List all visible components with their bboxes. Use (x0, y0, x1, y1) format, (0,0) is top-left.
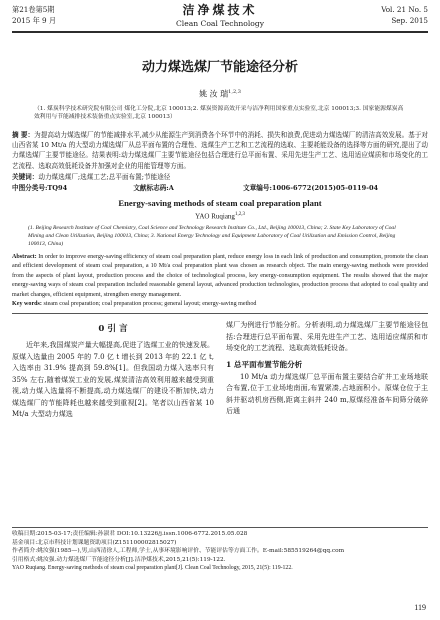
citation-en: YAO Ruqiang. Energy-saving methods of steam coal preparation plant[J]. Clean Coal Technology, 2015, 21(5): 119-122. (12, 565, 293, 571)
author-name-en: YAO Ruqiang (195, 212, 235, 221)
article-body (12, 38, 428, 421)
abstract-en (12, 253, 428, 300)
footnotes (12, 527, 428, 573)
keywords-en (12, 300, 428, 309)
header-right (381, 4, 428, 26)
article-number: 文章编号:1006-6772(2015)05-0119-04 (243, 184, 379, 193)
abstract-text-en: In order to improve energy-saving efficiency of steam coal preparation plant, reduce energy loss in each link of production and consumption, promote the clean and efficient development of steam coal preparation, a 10 Mt/a coal preparation plant was chosen as research object. The main energy-saving methods were provided from the aspects of plant layout, production process and the choice of technological process, key energy-consumption equipment. The results showed that the major energy-saving ways of steam coal preparation included reasonable general layout, advanced production technologies, production process that adopted to coal quality and market changes, efficient equipment, strengthen energy management. (12, 253, 428, 298)
journal-header (12, 0, 428, 33)
document-code: 文献标志码:A (133, 184, 174, 193)
abstract-label-en: Abstract: (12, 253, 37, 260)
author-line-en (12, 209, 428, 222)
affiliation-cn: （1. 煤炭科学技术研究院有限公司 煤化工分院,北京 100013;2. 煤炭资源高效开采与洁净利用国家重点实验室,北京 100013;3. 国家能源煤炭高效利用与节能减排技术装备重点实验室,北京 100013） (34, 105, 404, 120)
section-heading-introduction: 0 引 言 (98, 324, 128, 335)
received-date: 收稿日期:2015-03-17;责任编辑:孙淑君 DOI:10.13226/j.issn.1006-6772.2015.05.028 (12, 531, 248, 537)
citation-cn: 引用格式:姚汝强.动力煤选煤厂节能途径分析[J].洁净煤技术,2015,21(5):119-122. (12, 556, 226, 563)
abstract-label-cn: 摘 要： (12, 131, 35, 140)
date-en: Sep. 2015 (391, 16, 428, 25)
classification-ids (12, 183, 428, 193)
journal-name-en: Clean Coal Technology (175, 19, 265, 28)
volume-en: Vol. 21 No. 5 (381, 5, 428, 14)
volume-cn: 第21卷第5期 (12, 5, 55, 14)
keywords-label-cn: 关键词： (12, 172, 39, 181)
keywords-text-cn: 动力煤选煤厂;选煤工艺;总平面布置;节能途径 (38, 172, 171, 181)
header-center (12, 3, 428, 29)
author-bio: 作者简介:姚汝强(1985—),男,山西清徐人,工程师,学士,从事环境影响评价、节能评估等方面工作。E-mail:585519264@qq.com (12, 548, 345, 554)
section-heading-layout: 1 总平面布置节能分析 (226, 359, 303, 369)
page-number: 119 (414, 603, 426, 612)
abstract-cn (12, 130, 428, 171)
author-affiliation-marks-en: 1,2,3 (234, 212, 245, 218)
continued-paragraph: 煤厂为例进行节能分析。分析表明,动力煤选煤厂主要节能途径包括:合理进行总平面布置、采用先进生产工艺、选用适应煤质和市场变化的工艺流程、选取高效低耗设备。 (226, 321, 428, 353)
author-line-cn (12, 86, 428, 101)
fund-info: 基金项目:北京市科技计划课题资助项目(Z151100002815027) (12, 539, 177, 546)
author-affiliation-marks-cn: 1,2,3 (228, 89, 241, 95)
abstract-text-cn: 为提高动力煤选煤厂的节能减排水平,减少从能源生产到消费各个环节中的消耗、损失和浪费,促进动力煤选煤厂的清洁高效发展。基于对山西省某 10 Mt/a 的大型动力煤选煤厂从总平面布置的合理性、选煤生产工艺和工艺流程的选取、主要耗能设备的选择等方面的研究,提出了动力煤选煤厂主要节能途径。结果表明:动力煤选煤厂主要节能途径包括合理进行总平面布置、采用先进生产工艺、选用适应煤质和市场变化的工艺流程、选取高效低耗设备并加强对企业的用能管理等方面。 (12, 131, 428, 170)
affiliation-en: (1. Beijing Research Institute of Coal Chemistry, Coal Science and Technology Research Institute Co., Ltd., Beijing 100013, China; 2. State Key Laboratory of Coal Mining and Clean Utilization, Beijing 100013, China; 3. National Energy Technology and Equipment Laboratory of Coal Utilization and Emission Control, Beijing 100013, China) (28, 224, 396, 247)
intro-paragraph: 近年来,我国煤炭产量大幅提高,促进了选煤工业的快速发展。原煤入选量由 2005 年的 7.0 亿 t 增长到 2013 年的 22.1 亿 t,入选率由 31.9% 提高到 59.8%[1]。但我国动力煤入选率只有 35% 左右,随着煤炭工业的发展,煤炭清洁高效利用越来越受到重视,动力煤入选量将不断提高,动力煤选煤厂的建设不断加快,动力煤选煤厂的节能降耗也越来越受到重视[2]。笔者以山西省某 10 Mt/a 大型动力煤选 (12, 341, 214, 419)
keywords-label-en: Key words: (12, 300, 42, 307)
clc-number: 中图分类号:TQ94 (12, 184, 68, 193)
keywords-text-en: steam coal preparation; coal preparation process; general layout; energy-saving method (43, 300, 257, 307)
journal-name-cn: 洁净煤技术 (182, 3, 258, 17)
article-title-en: Energy-saving methods of steam coal preparation plant (118, 198, 322, 209)
author-name-cn: 姚 汝 瑞 (199, 89, 229, 99)
divider (12, 313, 428, 314)
keywords-cn (12, 172, 428, 182)
left-column (12, 320, 214, 421)
layout-paragraph: 10 Mt/a 动力煤选煤厂总平面布置主要结合矿井工业场地联合布置,位于工业场地南面,布置紧凑,占地面积小。原煤仓位于主斜井驱动机房西侧,距离主斜井 240 m,原煤经准备车间筛分破碎后通 (226, 372, 428, 416)
two-column-body (12, 320, 428, 421)
right-column (226, 320, 428, 421)
article-title-cn: 动力煤选煤厂节能途径分析 (141, 60, 298, 75)
date-cn: 2015 年 9 月 (12, 16, 57, 25)
